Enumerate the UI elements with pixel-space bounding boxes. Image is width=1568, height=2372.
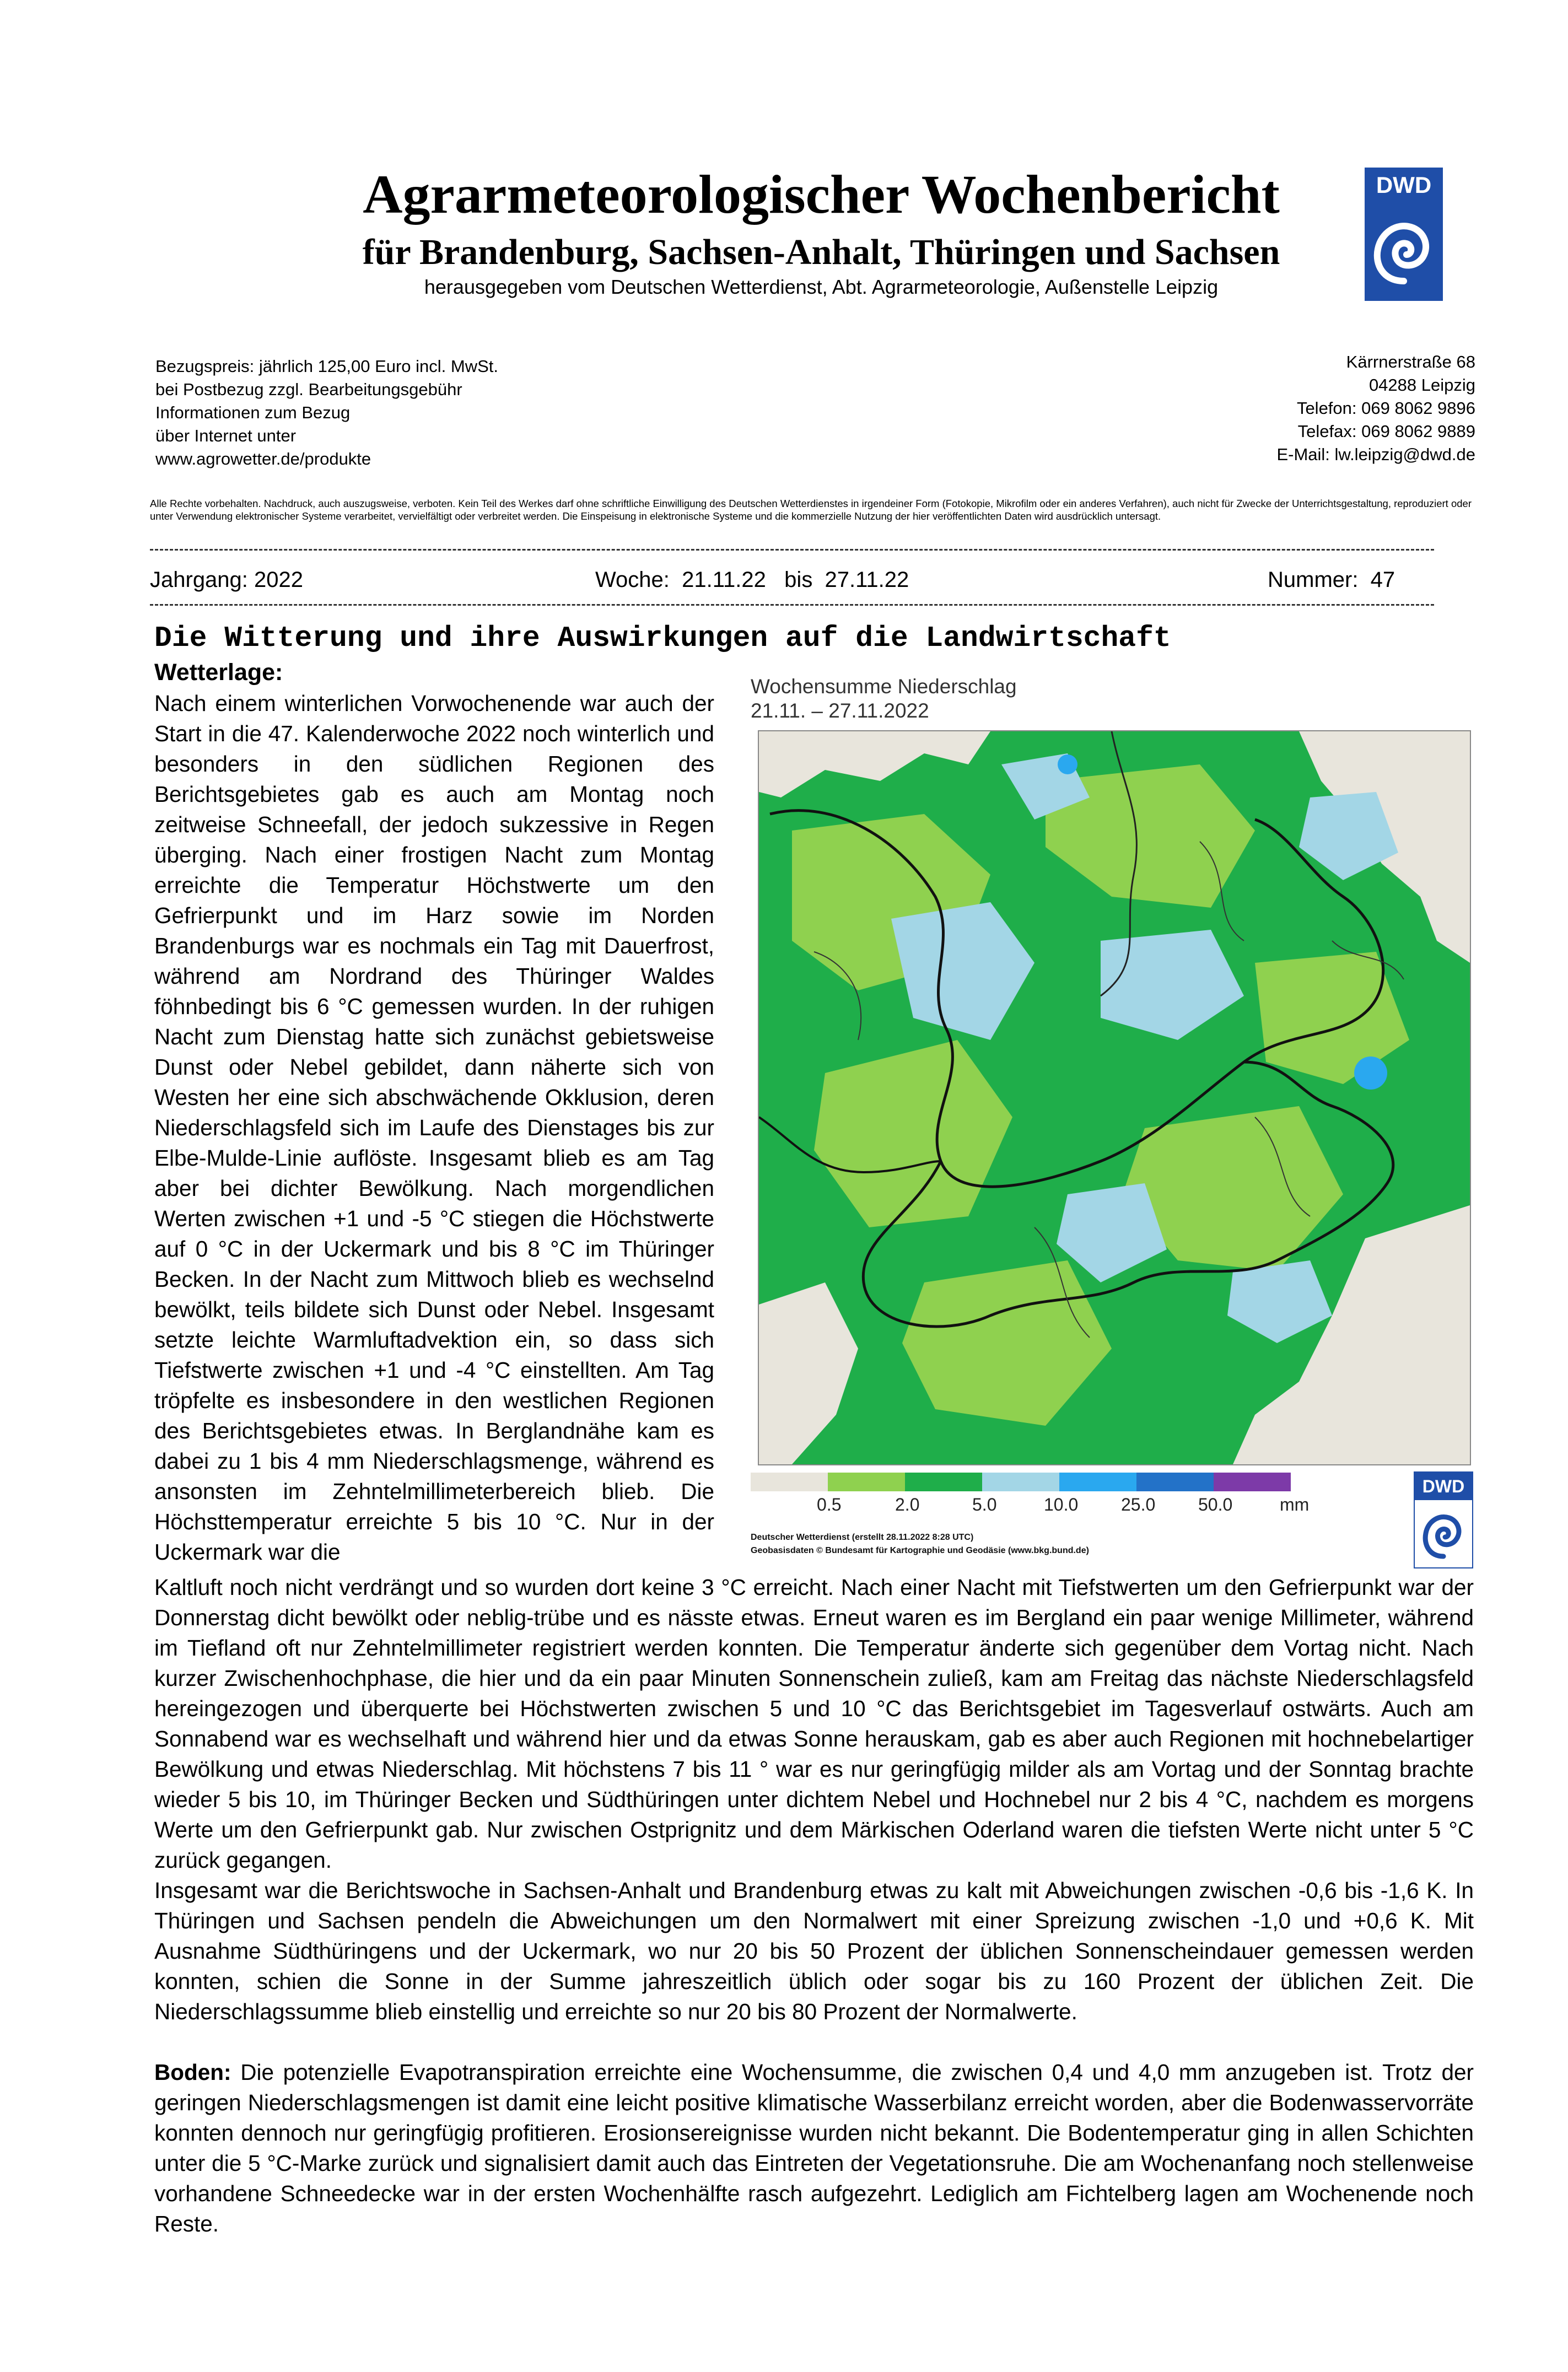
woche-range: Woche: 21.11.22 bis 27.11.22 [595,568,909,592]
legend-color-2 [905,1473,982,1491]
wetterlage-continued: Kaltluft noch nicht verdrängt und so wurden dort keine 3 °C erreicht. Nach einer Nacht mit Tiefstwerten um den Gefrierpunkt war der Donnerstag dicht bewölkt oder neblig-trübe und es nässte etwas. Erneut waren es im Bergland ein paar wenige Millimeter, während im Tiefland oft nur Zehntelmillimeter registriert werden konnten. Die Temperatur änderte sich gegenüber dem Vortag nicht. Nach kurzer Zwischenhochphase, die hier und da ein paar Minuten Sonnenschein zuließ, kam am Freitag das nächste Niederschlagsfeld hereingezogen und überquerte bei Höchstwerten zwischen 5 und 10 °C das Berichtsgebiet im Tagesverlauf ostwärts. Auch am Sonnabend war es wechselhaft und während hier und da etwas Sonne herauskam, gab es aber auch Regionen mit hochnebelartiger Bewölkung und etwas Niederschlag. Mit höchstens 7 bis 11 ° war es nur geringfügig milder als am Vortag und der Sonntag brachte wieder 5 bis 10, im Thüringer Becken und Südthüringen unter dichtem Nebel und Hochnebel nur 2 bis 4 °C, nachdem es morgens Werte um den Gefrierpunkt gab. Nur zwischen Ostprignitz und dem Märkischen Oderland waren die tiefsten Werte nicht unter 5 °C zurück gegangen. [154,1575,1474,1873]
map-footer-line2: Geobasisdaten © Bundesamt für Kartographie und Geodäsie (www.bkg.bund.de) [751,1546,1089,1555]
legend-color-5 [1136,1473,1214,1491]
subscription-line: bei Postbezug zzgl. Bearbeitungsgebühr [155,380,462,399]
wetterlage-column-text: Nach einem winterlichen Vorwochenende war auch der Start in die 47. Kalenderwoche 2022 noch winterlich und besonders in den südlichen Regionen des Berichtsgebietes gab es auch am Montag noch zeitweise Schneefall, der jedoch sukzessive in Regen überging. Nach einer frostigen Nacht zum Montag erreichte die Temperatur Höchstwerte um den Gefrierpunkt und im Harz sowie im Norden Brandenburgs war es nochmals ein Tag mit Dauerfrost, während am Nordrand des Thüringer Waldes föhnbedingt bis 6 °C gemessen wurden. In der ruhigen Nacht zum Dienstag hatte sich zunächst gebietsweise Dunst oder Nebel gebildet, dann näherte sich von Westen her eine sich abschwächende Okklusion, deren Niederschlagsfeld sich im Laufe des Dienstages bis zur Elbe-Mulde-Linie auflöste. Insgesamt blieb es am Tag aber bei dichter Bewölkung. Nach morgendlichen Werten zwischen +1 und -5 °C stiegen die Höchstwerte auf 0 °C in der Uckermark und bis 8 °C im Thüringer Becken. In der Nacht zum Mittwoch blieb es wechselnd bewölkt, teils bildete sich Dunst oder Nebel. Insgesamt setzte leichte Warmluftadvektion ein, so dass sich Tiefstwerte zwischen +1 und -4 °C einstellten. Am Tag tröpfelte es insbesondere in den westlichen Regionen des Berichtsgebietes etwas. In Berglandnähe kam es dabei zu 1 bis 4 mm Niederschlagsmenge, während es ansonsten im Zehntelmillimeterbereich blieb. Die Höchsttemperatur erreichte 5 bis 10 °C. Nur in der Uckermark war die [154,691,714,1565]
weekly-summary: Insgesamt war die Berichtswoche in Sachsen-Anhalt und Brandenburg etwas zu kalt mit Abweichungen zwischen -0,6 bis -1,6 K. In Thüringen und Sachsen pendeln die Abweichungen um den Normalwert mit einer Spreizung zwischen -1,0 und +0,6 K. Mit Ausnahme Südthüringens und der Uckermark, wo nur 20 bis 50 Prozent der üblichen Sonnenscheindauer gemessen werden konnten, schien die Sonne in der Summe jahreszeitlich üblich oder sogar bis zu 160 Prozent der üblichen Zeit. Die Niederschlagssumme blieb einstellig und erreichte so nur 20 bis 80 Prozent der Normalwerte. [154,1878,1474,2024]
map-title-line2: 21.11. – 27.11.2022 [751,699,929,722]
legend-label: 10.0 [1044,1495,1079,1514]
rights-notice: Alle Rechte vorbehalten. Nachdruck, auch auszugsweise, verboten. Kein Teil des Werkes darf ohne schriftliche Einwilligung des Deutschen Wetterdienstes in irgendeiner Form (Fotokopie, Mikrofilm oder ein anderes Verfahren), auch nicht für Zwecke der Unterrichtsgestaltung, reproduziert oder unter Verwendung elektronischer Systeme verarbeitet, vervielfältigt oder verbreitet werden. Die Einspeisung in elektronische Systeme und die kommerzielle Nutzung der hier veröffentlichten Daten wird ausdrücklich untersagt. [150,498,1472,522]
legend-color-3 [982,1473,1059,1491]
address-email[interactable]: E-Mail: lw.leipzig@dwd.de [1276,445,1475,464]
report-body [154,1572,1474,2239]
legend-label: 2.0 [895,1495,920,1514]
subscription-line: Bezugspreis: jährlich 125,00 Euro incl. MwSt. [155,357,499,376]
address-street: Kärrnerstraße 68 [1346,352,1475,371]
boden-text: Die potenzielle Evapotranspiration erreichte eine Wochensumme, die zwischen 0,4 und 4,0 mm anzugeben ist. Trotz der geringen Niederschlagsmengen ist damit eine leicht positive klimatische Wasserbilanz erreicht worden, aber die Bodenwasservorräte konnten dennoch nur geringfügig profitieren. Erosionsereignisse wurden nicht bekannt. Die Bodentemperatur ging in allen Schichten unter die 5 °C-Marke zurück und signalisiert damit auch das Eintreten der Vegetationsruhe. Die am Wochenanfang noch stellenweise vorhandene Schneedecke war in der ersten Wochenhälfte rasch aufgezehrt. Lediglich am Fichtelberg lagen am Wochenende noch Reste. [154,2060,1474,2236]
section-heading: Die Witterung und ihre Auswirkungen auf die Landwirtschaft [154,622,1171,655]
legend-color-4 [1059,1473,1136,1491]
precipitation-map-image [759,731,1470,1464]
legend-label: 50.0 [1198,1495,1233,1514]
subscription-url[interactable]: www.agrowetter.de/produkte [155,449,371,468]
map-footer-line1: Deutscher Wetterdienst (erstellt 28.11.2022 8:28 UTC) [751,1533,974,1542]
legend-color-6 [1214,1473,1291,1491]
swirl-icon [1421,1506,1465,1561]
subscription-info [155,355,498,471]
map-legend [751,1473,1324,1514]
address-fax: Telefax: 069 8062 9889 [1297,422,1475,441]
legend-color-0 [751,1473,828,1491]
map-dwd-logo [1414,1471,1473,1568]
jahrgang: Jahrgang: 2022 [150,568,304,592]
dwd-logo [1365,168,1443,301]
swirl-icon [1372,211,1435,288]
legend-label: 0.5 [817,1495,842,1514]
address-phone: Telefon: 069 8062 9896 [1296,398,1475,418]
publisher-line: herausgegeben vom Deutschen Wetterdienst, Abt. Agrarmeteorologie, Außenstelle Leipzig [424,276,1219,298]
boden-paragraph [154,2057,1474,2239]
subscription-line: Informationen zum Bezug [155,403,351,422]
boden-label: Boden: [154,2060,231,2085]
map-dwd-logo-text: DWD [1415,1473,1472,1500]
subscription-line: über Internet unter [155,426,297,445]
precipitation-map [758,730,1471,1465]
report-title: Agrarmeteorologischer Wochenbericht [363,164,1280,225]
map-title [751,675,1017,723]
map-footer [751,1531,1089,1557]
legend-label: 5.0 [972,1495,997,1514]
legend-unit: mm [1280,1495,1310,1514]
dwd-logo-text: DWD [1376,172,1432,198]
legend-color-1 [828,1473,905,1491]
map-title-line1: Wochensumme Niederschlag [751,675,1017,698]
address-city: 04288 Leipzig [1368,375,1475,395]
wetterlage-label: Wetterlage: [154,659,283,686]
divider-bottom [150,604,1434,606]
issue-number: Nummer: 47 [1268,568,1395,592]
report-subtitle: für Brandenburg, Sachsen-Anhalt, Thüringen und Sachsen [362,232,1280,272]
office-address [1276,351,1475,466]
legend-label: 25.0 [1121,1495,1156,1514]
divider-top [150,549,1434,551]
